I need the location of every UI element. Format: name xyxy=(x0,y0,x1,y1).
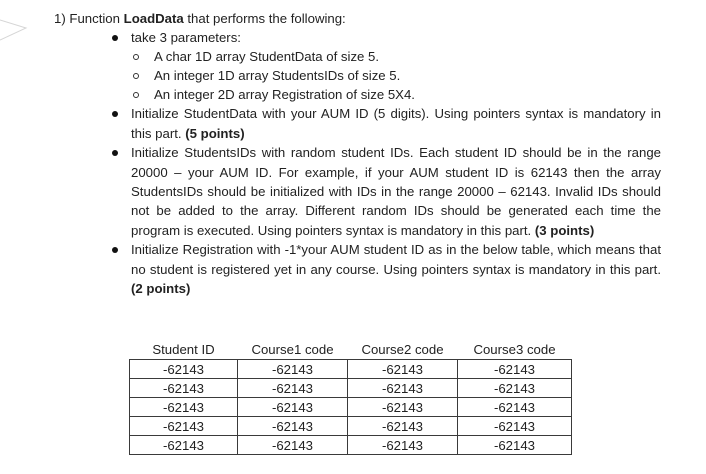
table-cell: -62143 xyxy=(130,417,238,436)
hollow-bullet-icon xyxy=(133,73,139,79)
requirements-list xyxy=(54,28,664,298)
table-row xyxy=(130,436,572,455)
table-cell: -62143 xyxy=(458,379,572,398)
bullet-text: Initialize StudentsIDs with random student IDs. Each student ID should be in the range 20000 – your AUM ID. For example, if your AUM student ID is 62143 then the array StudentsIDs should be initialized with IDs in the range 20000 – 62143. Invalid IDs should not be added to the array. Different random IDs should be generated each time the program is executed. Using pointers syntax is mandatory in this part. xyxy=(131,145,661,238)
bullet-icon xyxy=(112,111,118,117)
bullet-paragraph xyxy=(131,240,661,298)
sub-list-item xyxy=(131,47,664,66)
table-cell: -62143 xyxy=(458,398,572,417)
list-item xyxy=(54,28,664,104)
table-cell: -62143 xyxy=(130,379,238,398)
points-label: (3 points) xyxy=(534,222,595,238)
registration-table xyxy=(129,340,572,455)
page-corner-mark-icon xyxy=(0,16,30,46)
table-cell: -62143 xyxy=(130,436,238,455)
bullet-icon xyxy=(112,150,118,156)
list-item xyxy=(54,240,664,298)
table-cell: -62143 xyxy=(238,360,348,379)
sub-list-item xyxy=(131,66,664,85)
bullet-text: Initialize Registration with -1*your AUM student ID as in the below table, which means that no student is registered yet in any course. Using pointers syntax is mandatory in this part. xyxy=(131,242,661,277)
table-cell: -62143 xyxy=(238,398,348,417)
sub-item-text: An integer 1D array StudentsIDs of size 5. xyxy=(154,68,401,84)
table-cell: -62143 xyxy=(458,417,572,436)
table-cell: -62143 xyxy=(238,436,348,455)
table-cell: -62143 xyxy=(348,360,458,379)
table-cell: -62143 xyxy=(348,379,458,398)
bullet-text: Initialize StudentData with your AUM ID (5 digits). Using pointers syntax is mandatory in this part. xyxy=(131,106,661,141)
sub-item-text: A char 1D array StudentData of size 5. xyxy=(154,49,380,65)
table-cell: -62143 xyxy=(238,417,348,436)
points-label: (5 points) xyxy=(185,125,245,141)
list-item xyxy=(54,143,664,240)
table-cell: -62143 xyxy=(130,360,238,379)
table-cell: -62143 xyxy=(458,436,572,455)
document-body xyxy=(54,9,664,298)
table-cell: -62143 xyxy=(348,417,458,436)
bullet-paragraph xyxy=(131,104,661,143)
heading-prefix: 1) Function xyxy=(54,11,124,26)
sub-list-item xyxy=(131,85,664,104)
bullet-icon xyxy=(112,35,118,41)
question-heading xyxy=(54,9,664,28)
column-header: Student ID xyxy=(152,342,215,357)
table-cell: -62143 xyxy=(348,398,458,417)
table-cell: -62143 xyxy=(238,379,348,398)
bullet-icon xyxy=(112,247,118,253)
function-name: LoadData xyxy=(123,11,184,26)
table-cell: -62143 xyxy=(348,436,458,455)
table-cell: -62143 xyxy=(130,398,238,417)
heading-suffix: that performs the following: xyxy=(183,11,346,26)
column-header: Course2 code xyxy=(361,342,444,357)
table-row xyxy=(130,398,572,417)
column-header: Course3 code xyxy=(473,342,556,357)
bullet-paragraph xyxy=(131,143,661,240)
bullet-text: take 3 parameters: xyxy=(131,30,241,45)
sub-item-text: An integer 2D array Registration of size 5X4. xyxy=(154,87,415,103)
points-label: (2 points) xyxy=(131,281,191,297)
column-header: Course1 code xyxy=(251,342,334,357)
parameters-list xyxy=(131,47,664,104)
table-row xyxy=(130,379,572,398)
list-item xyxy=(54,104,664,143)
table-row xyxy=(130,360,572,379)
hollow-bullet-icon xyxy=(133,54,139,60)
table-header-row xyxy=(130,340,572,360)
table-row xyxy=(130,417,572,436)
hollow-bullet-icon xyxy=(133,92,139,98)
table-cell: -62143 xyxy=(458,360,572,379)
